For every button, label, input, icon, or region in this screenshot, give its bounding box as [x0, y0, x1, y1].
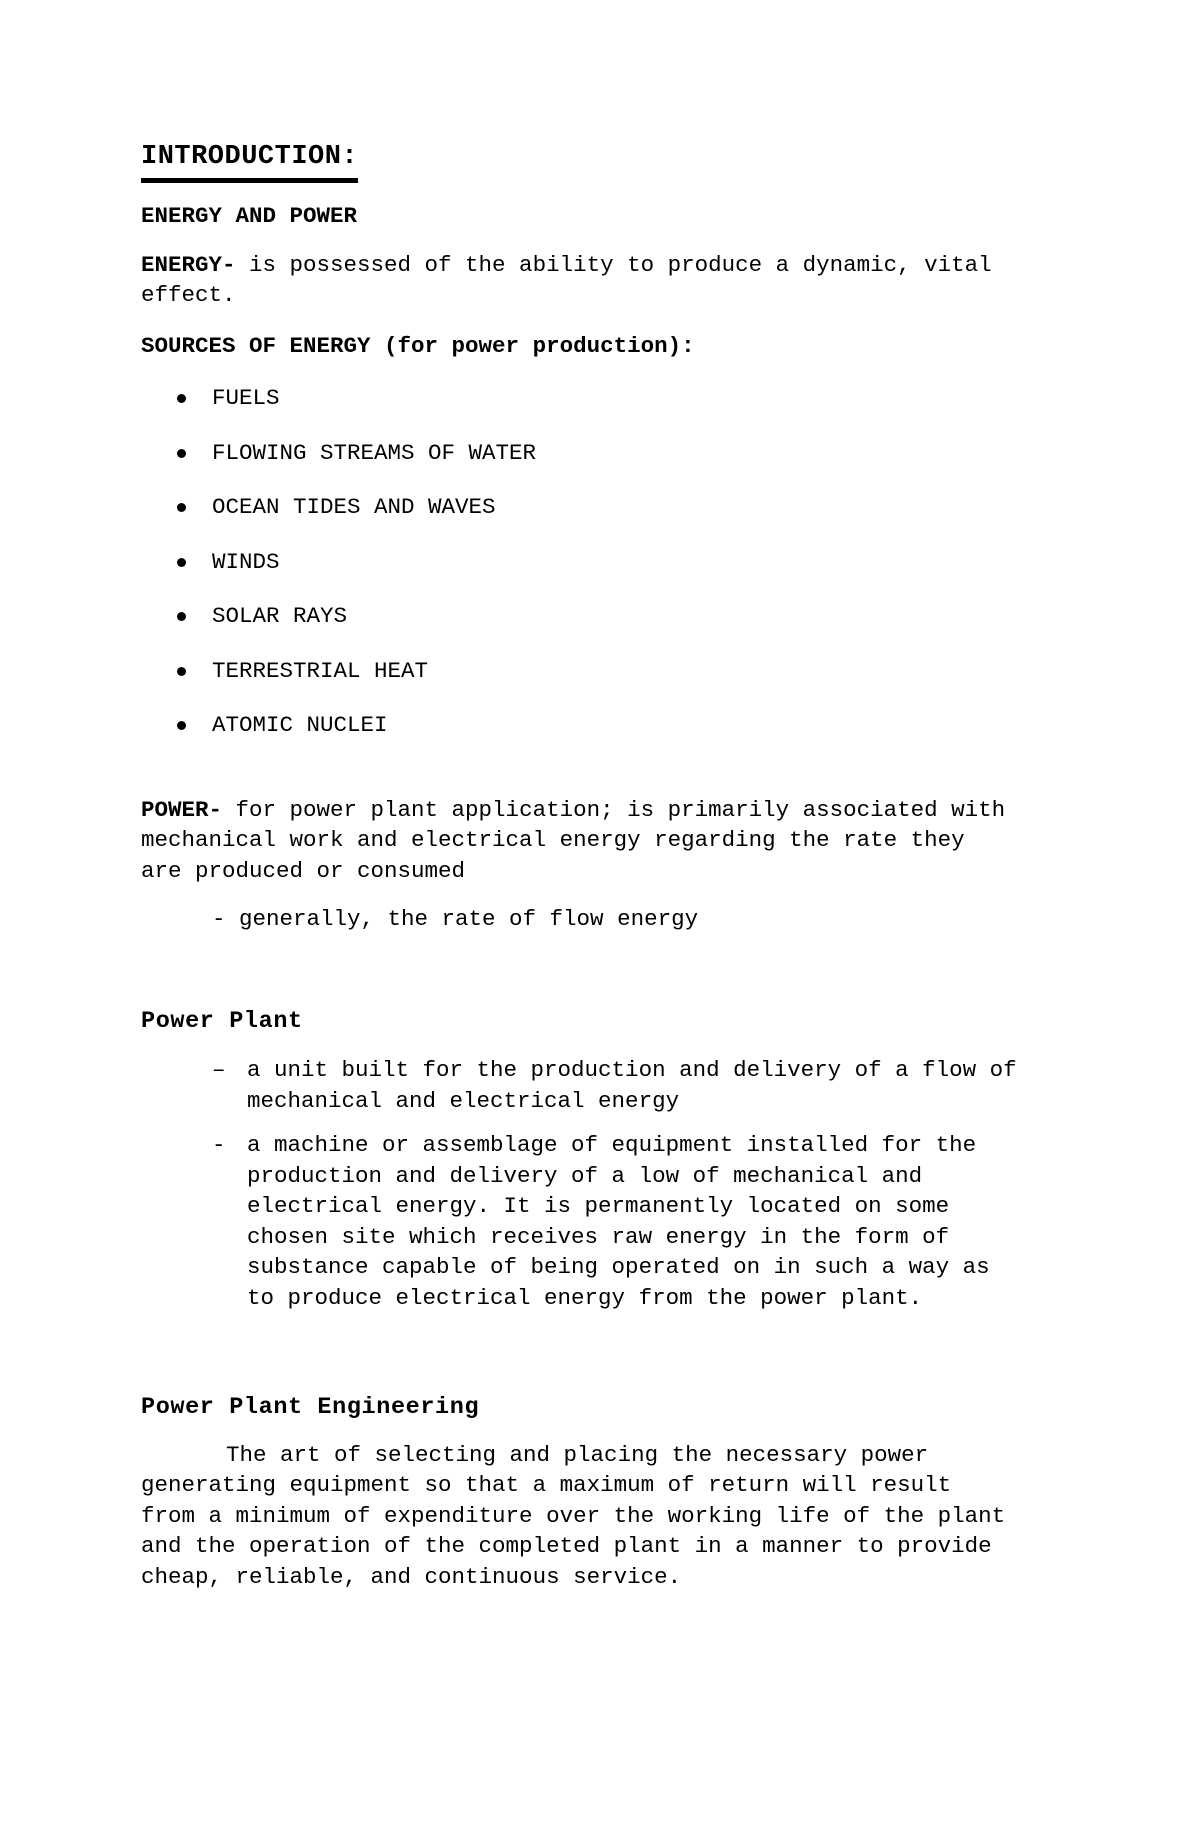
document-page — [141, 140, 1071, 1592]
source-label: TERRESTRIAL HEAT — [212, 657, 429, 684]
energy-definition-text: is possessed of the ability to produce a dynamic, vital — [235, 251, 992, 278]
definition-line: a unit built for the production and delivery of a flow of — [247, 1057, 1017, 1083]
bullet-icon — [177, 721, 186, 730]
power-plant-definition-1 — [141, 1055, 1071, 1116]
bullet-icon — [177, 394, 186, 403]
energy-term: ENERGY- — [141, 251, 236, 278]
power-note: - generally, the rate of flow energy — [212, 906, 699, 932]
definition-line: mechanical and electrical energy — [247, 1087, 680, 1114]
sources-list — [141, 383, 1071, 765]
energy-definition-line-2: effect. — [141, 282, 236, 308]
energy-definition-line-1 — [141, 250, 1071, 281]
source-label: SOLAR RAYS — [212, 603, 348, 629]
power-plant-heading: Power Plant — [141, 1007, 303, 1035]
bullet-icon — [177, 503, 186, 512]
bullet-icon — [177, 667, 186, 676]
power-plant-definition-2 — [141, 1130, 1071, 1313]
list-item — [141, 492, 1071, 547]
definition-line: production and delivery of a low of mechanical and — [247, 1162, 923, 1189]
power-definition-line-2: mechanical work and electrical energy regarding the rate they — [141, 827, 965, 853]
bullet-icon — [177, 449, 186, 458]
list-item — [141, 601, 1071, 656]
source-label: OCEAN TIDES AND WAVES — [212, 494, 496, 520]
definition-line: a machine or assemblage of equipment installed for the — [247, 1132, 977, 1158]
engineering-line: cheap, reliable, and continuous service. — [141, 1563, 682, 1590]
energy-and-power-heading: ENERGY AND POWER — [141, 203, 358, 229]
bullet-icon — [177, 612, 186, 621]
energy-definition — [141, 250, 1071, 311]
engineering-line: generating equipment so that a maximum of return will result — [141, 1472, 952, 1498]
dash-marker: - — [212, 1132, 226, 1158]
list-item — [141, 656, 1071, 711]
bullet-icon — [177, 558, 186, 567]
definition-line: chosen site which receives raw energy in the form of — [247, 1223, 950, 1250]
definition-line: to produce electrical energy from the power plant. — [247, 1284, 923, 1311]
source-label: FUELS — [212, 385, 280, 411]
sources-heading: SOURCES OF ENERGY (for power production): — [141, 332, 695, 359]
definition-line: substance capable of being operated on in such a way as — [247, 1254, 990, 1280]
power-definition-line-3: are produced or consumed — [141, 857, 466, 884]
list-item — [141, 547, 1071, 602]
dash-marker: – — [212, 1057, 226, 1083]
engineering-line: from a minimum of expenditure over the working life of the plant — [141, 1502, 1006, 1529]
engineering-line: The art of selecting and placing the necessary power — [226, 1441, 929, 1468]
list-item — [141, 383, 1071, 438]
list-item — [141, 438, 1071, 493]
source-label: WINDS — [212, 548, 280, 575]
source-label: FLOWING STREAMS OF WATER — [212, 439, 537, 466]
list-item — [141, 710, 1071, 765]
power-term: POWER- — [141, 796, 223, 823]
power-definition-line-1 — [141, 795, 1071, 826]
source-label: ATOMIC NUCLEI — [212, 712, 388, 738]
definition-line: electrical energy. It is permanently located on some — [247, 1193, 950, 1219]
power-definition — [141, 795, 1071, 887]
page-title: INTRODUCTION: — [141, 140, 358, 183]
engineering-paragraph — [141, 1440, 1071, 1593]
power-definition-text: for power plant application; is primarily associated with — [222, 796, 1006, 823]
engineering-line: and the operation of the completed plant in a manner to provide — [141, 1533, 992, 1559]
engineering-heading: Power Plant Engineering — [141, 1394, 480, 1421]
